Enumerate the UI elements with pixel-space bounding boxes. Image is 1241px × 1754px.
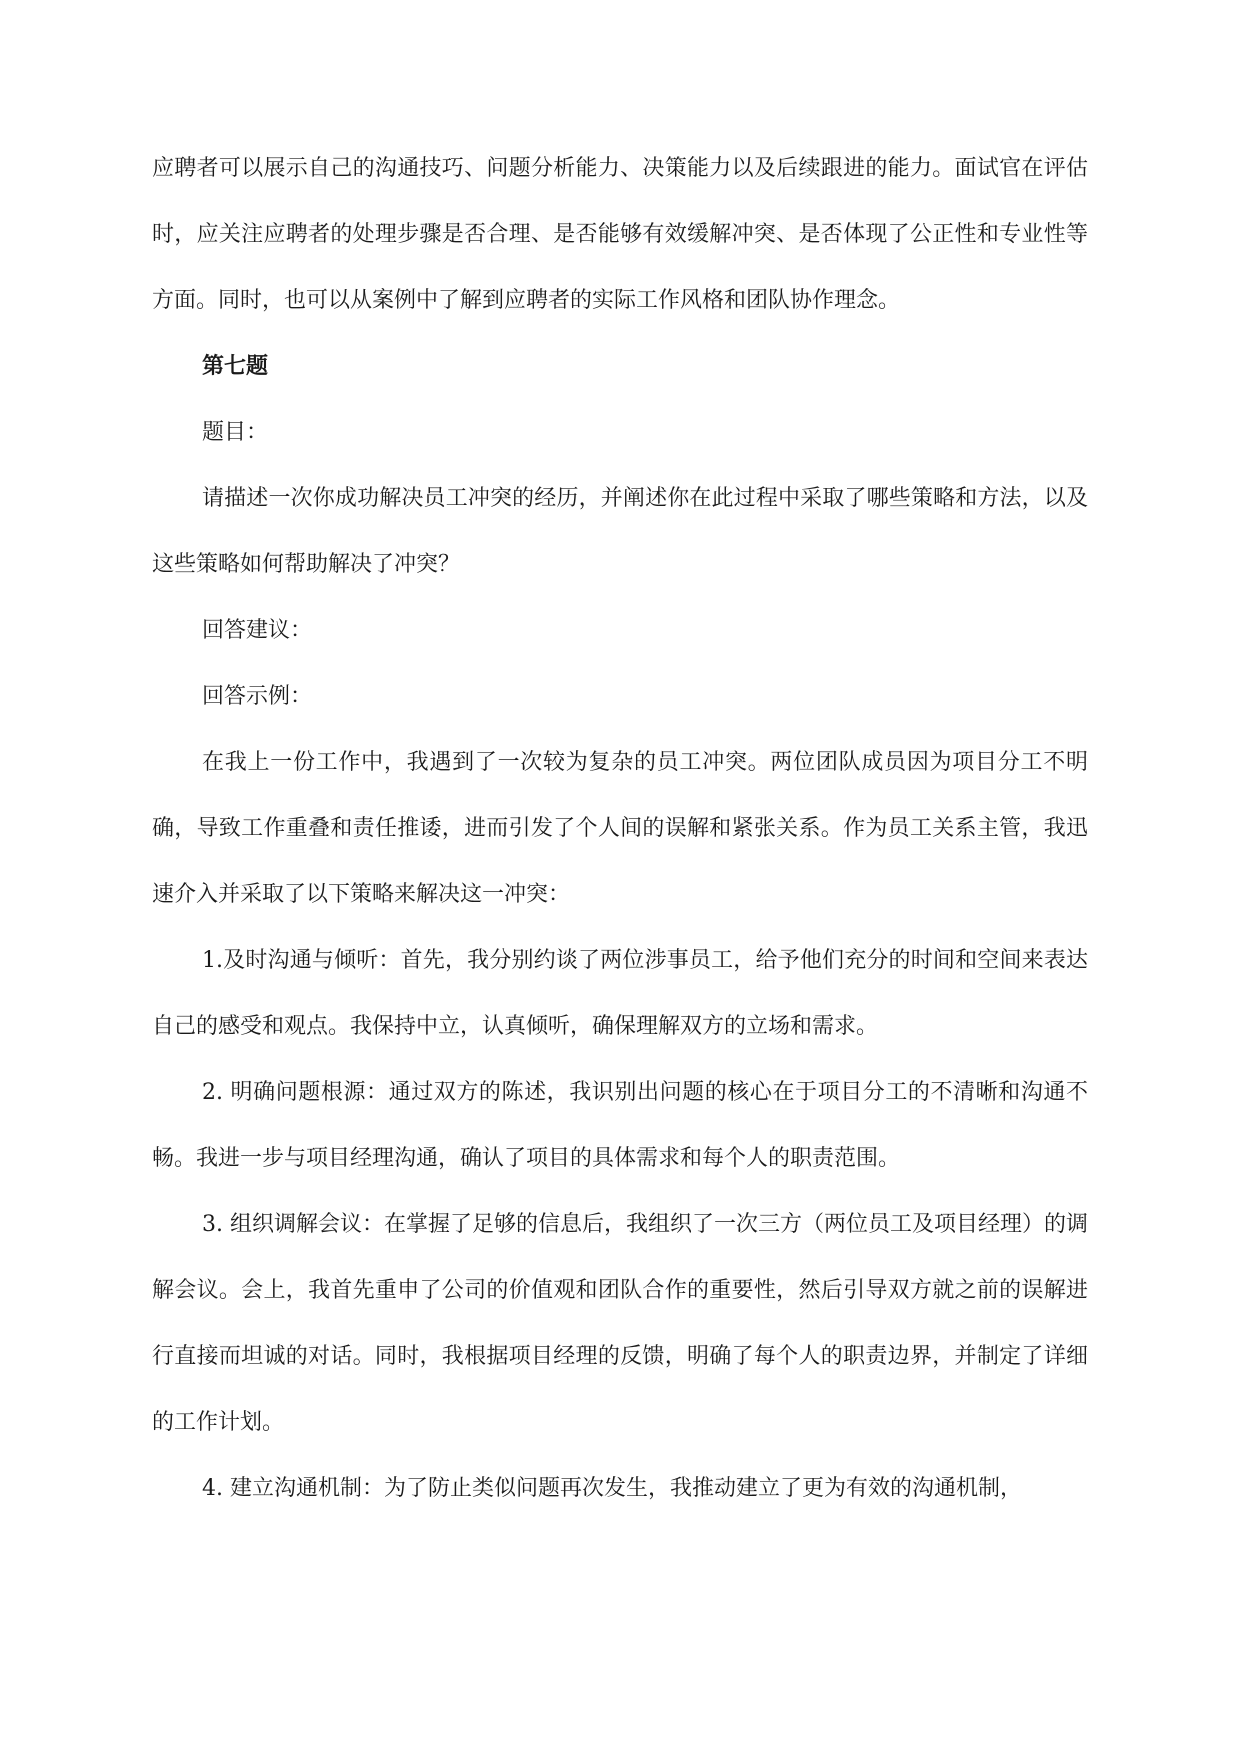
advice-label: 回答建议： [202, 618, 313, 643]
example-intro: 在我上一份工作中，我遇到了一次较为复杂的员工冲突。两位团队成员因为项目分工不明确，导致工作重叠和责任推诿，进而引发了个人间的误解和紧张关系。作为员工关系主管，我迅速介入并采取了以下策略来解决这一冲突： [152, 750, 1088, 907]
example-label: 回答示例： [202, 684, 313, 709]
section-heading: 第七题 [202, 354, 269, 379]
question-label: 题目： [202, 420, 269, 445]
question-text: 请描述一次你成功解决员工冲突的经历，并阐述你在此过程中采取了哪些策略和方法，以及这些策略如何帮助解决了冲突？ [152, 486, 1088, 577]
strategy-step-2: 2. 明确问题根源：通过双方的陈述，我识别出问题的核心在于项目分工的不清晰和沟通不畅。我进一步与项目经理沟通，确认了项目的具体需求和每个人的职责范围。 [152, 1080, 1088, 1171]
strategy-step-4: 4. 建立沟通机制：为了防止类似问题再次发生，我推动建立了更为有效的沟通机制， [202, 1476, 1022, 1501]
strategy-step-1: 1.及时沟通与倾听：首先，我分别约谈了两位涉事员工，给予他们充分的时间和空间来表达自己的感受和观点。我保持中立，认真倾听，确保理解双方的立场和需求。 [152, 948, 1088, 1039]
strategy-step-3: 3. 组织调解会议：在掌握了足够的信息后，我组织了一次三方（两位员工及项目经理）的调解会议。会上，我首先重申了公司的价值观和团队合作的重要性，然后引导双方就之前的误解进行直接而坦诚的对话。同时，我根据项目经理的反馈，明确了每个人的职责边界，并制定了详细的工作计划。 [152, 1212, 1088, 1435]
document-body [152, 136, 1088, 1522]
paragraph-evaluation: 应聘者可以展示自己的沟通技巧、问题分析能力、决策能力以及后续跟进的能力。面试官在评估时，应关注应聘者的处理步骤是否合理、是否能够有效缓解冲突、是否体现了公正性和专业性等方面。同时，也可以从案例中了解到应聘者的实际工作风格和团队协作理念。 [152, 156, 1088, 313]
